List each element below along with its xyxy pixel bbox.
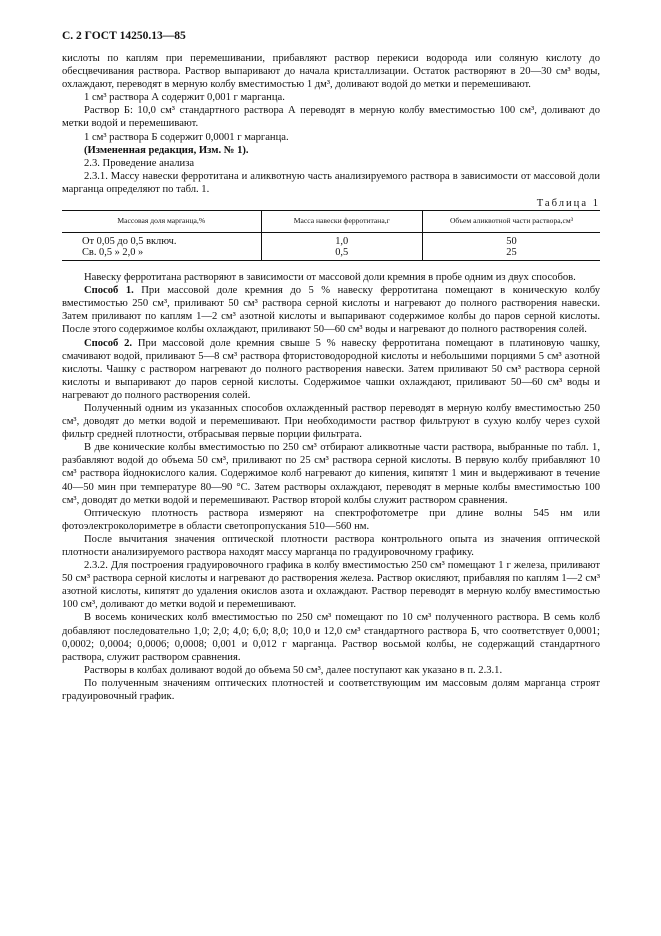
paragraph-2-3-1: 2.3.1. Массу навески ферротитана и аликвотную часть анализируемого раствора в зависимости от массовой доли марганца определяют по табл. 1. xyxy=(62,170,600,195)
amendment-note: (Измененная редакция, Изм. № 1). xyxy=(84,144,249,156)
table-cell: 0,5 xyxy=(261,247,422,261)
table-row xyxy=(62,233,600,248)
page-header: С. 2 ГОСТ 14250.13—85 xyxy=(62,30,186,42)
paragraph-solution-b-content: 1 см³ раствора Б содержит 0,0001 г марганца. xyxy=(84,131,289,143)
paragraph-method-1 xyxy=(62,284,600,336)
method-1-label: Способ 1. xyxy=(84,285,134,297)
paragraph-dissolve: Навеску ферротитана растворяют в зависимости от массовой доли кремния в пробе одним из двух способов. xyxy=(84,272,576,284)
section-heading-2-3: 2.3. Проведение анализа xyxy=(84,157,195,169)
table-row xyxy=(62,247,600,261)
table-cell: От 0,05 до 0,5 включ. xyxy=(82,236,177,248)
paragraph-solutions-topup: Растворы в колбах доливают водой до объема 50 см³, далее поступают как указано в п. 2.3.1. xyxy=(84,664,503,676)
method-2-text: При массовой доле кремния свыше 5 % навеску ферротитана помещают в платиновую чашку, смачивают водой, приливают 5—8 см³ раствора фтористоводородной кислоты и небольшими порциями 5 см³ азотной кислоты. Чашку с раствором нагревают до полного растворения навески. Затем приливают 50 см³ раствора серной кислоты и выпаривают до паров серной кислоты. Содержимое чашки охлаждают, приливают 50—60 см³ воды и нагревают до полного растворения солей. xyxy=(62,337,600,401)
table-header-aliquot-volume: Объем аликвотной части раствора,см³ xyxy=(422,211,600,233)
paragraph-two-flasks: В две конические колбы вместимостью по 250 см³ отбирают аликвотные части раствора, выбранные по табл. 1, разбавляют водой до объема 50 см³, приливают по 25 см³ раствора серной кислоты. В первую колбу прибавляют 10 см³ раствора йоднокислого калия. Содержимое колб нагревают до кипения, кипятят 1 мин и выдерживают в течение 40—50 мин при температуре 80—90 °С. Затем растворы охлаждают, переводят в мерные колбы вместимостью 100 см³, доводят до метки водой и перемешивают. Раствор второй колбы служит раствором сравнения. xyxy=(62,442,600,506)
paragraph-method-2 xyxy=(62,337,600,402)
table-cell: 50 xyxy=(422,233,600,248)
paragraph-final: По полученным значениям оптических плотностей и соответствующим им массовым долям марганца строят градуировочный график. xyxy=(62,677,600,703)
paragraph-2-3-2: 2.3.2. Для построения градуировочного графика в колбу вместимостью 250 см³ помещают 1 г железа, приливают 50 см³ раствора серной кислоты и нагревают до растворения железа. Раствор окисляют, прибавляя по каплям 1—2 см³ азотной кислоты, кипятят до удаления окислов азота и охлаждают. Раствор переводят в мерную колбу вместимостью 100 см³, доливают до метки водой и перемешивают. xyxy=(62,560,600,611)
table-1 xyxy=(62,210,600,261)
paragraph-solution-a-content: 1 см³ раствора А содержит 0,001 г марганца. xyxy=(84,92,285,104)
paragraph-continuation: кислоты по каплям при перемешивании, прибавляют раствор перекиси водорода или соляную кислоту до обесцвечивания раствора. Раствор выпаривают до начала кристаллизации. Остаток растворяют в 20—30 см³ воды, охлаждают, переводят в мерную колбу вместимостью 1 дм³, доливают водой до метки и перемешивают. xyxy=(62,53,600,91)
method-1-text: При массовой доле кремния до 5 % навеску ферротитана помещают в коническую колбу вместимостью 250 см³, приливают 50 см³ раствора серной кислоты и нагревают до полного растворения навески. Затем приливают по каплям 1—2 см³ азотной кислоты и выпаривают содержимое колбы до паров серной кислоты. После этого содержимое колбы охлаждают, приливают 50—60 см³ воды и нагревают до полного растворения солей. xyxy=(62,285,600,336)
paragraph-subtract: После вычитания значения оптической плотности раствора контрольного опыта из значения оптической плотности анализируемого раствора находят массу марганца по градуировочному графику. xyxy=(62,533,600,558)
table-caption: Таблица 1 xyxy=(536,198,600,210)
paragraph-solution-b: Раствор Б: 10,0 см³ стандартного раствора А переводят в мерную колбу вместимостью 100 см³, доливают до метки водой и перемешивают. xyxy=(62,105,600,130)
paragraph-cooled-solution: Полученный одним из указанных способов охлажденный раствор переводят в мерную колбу вместимостью 250 см³, доводят до метки водой и перемешивают. При необходимости раствор фильтруют в сухую колбу через сухой фильтр средней плотности, отбрасывая первые порции фильтрата. xyxy=(62,402,600,441)
paragraph-eight-flasks: В восемь конических колб вместимостью по 250 см³ помещают по 10 см³ полученного раствора. В семь колб добавляют последовательно 1,0; 2,0; 4,0; 6,0; 8,0; 10,0 и 12,0 см³ стандартного раствора Б, что соответствует 0,0001; 0,0002; 0,0004; 0,0006; 0,0008; 0,001 и 0,012 г марганца. Раствор восьмой колбы, не содержащий стандартного раствора, служит раствором сравнения. xyxy=(62,612,600,663)
table-header-manganese: Массовая доля марганца,% xyxy=(62,211,261,233)
document-page xyxy=(62,30,600,703)
table-cell: 1,0 xyxy=(261,233,422,248)
method-2-label: Способ 2. xyxy=(84,337,133,349)
table-cell: Св. 0,5 » 2,0 » xyxy=(62,247,261,261)
table-cell: 25 xyxy=(422,247,600,261)
paragraph-optical-density: Оптическую плотность раствора измеряют на спектрофотометре при длине волны 545 нм или фотоэлектроколориметре в области светопропускания 510—560 нм. xyxy=(62,507,600,532)
table-header-sample-mass: Масса навески ферротитана,г xyxy=(261,211,422,233)
